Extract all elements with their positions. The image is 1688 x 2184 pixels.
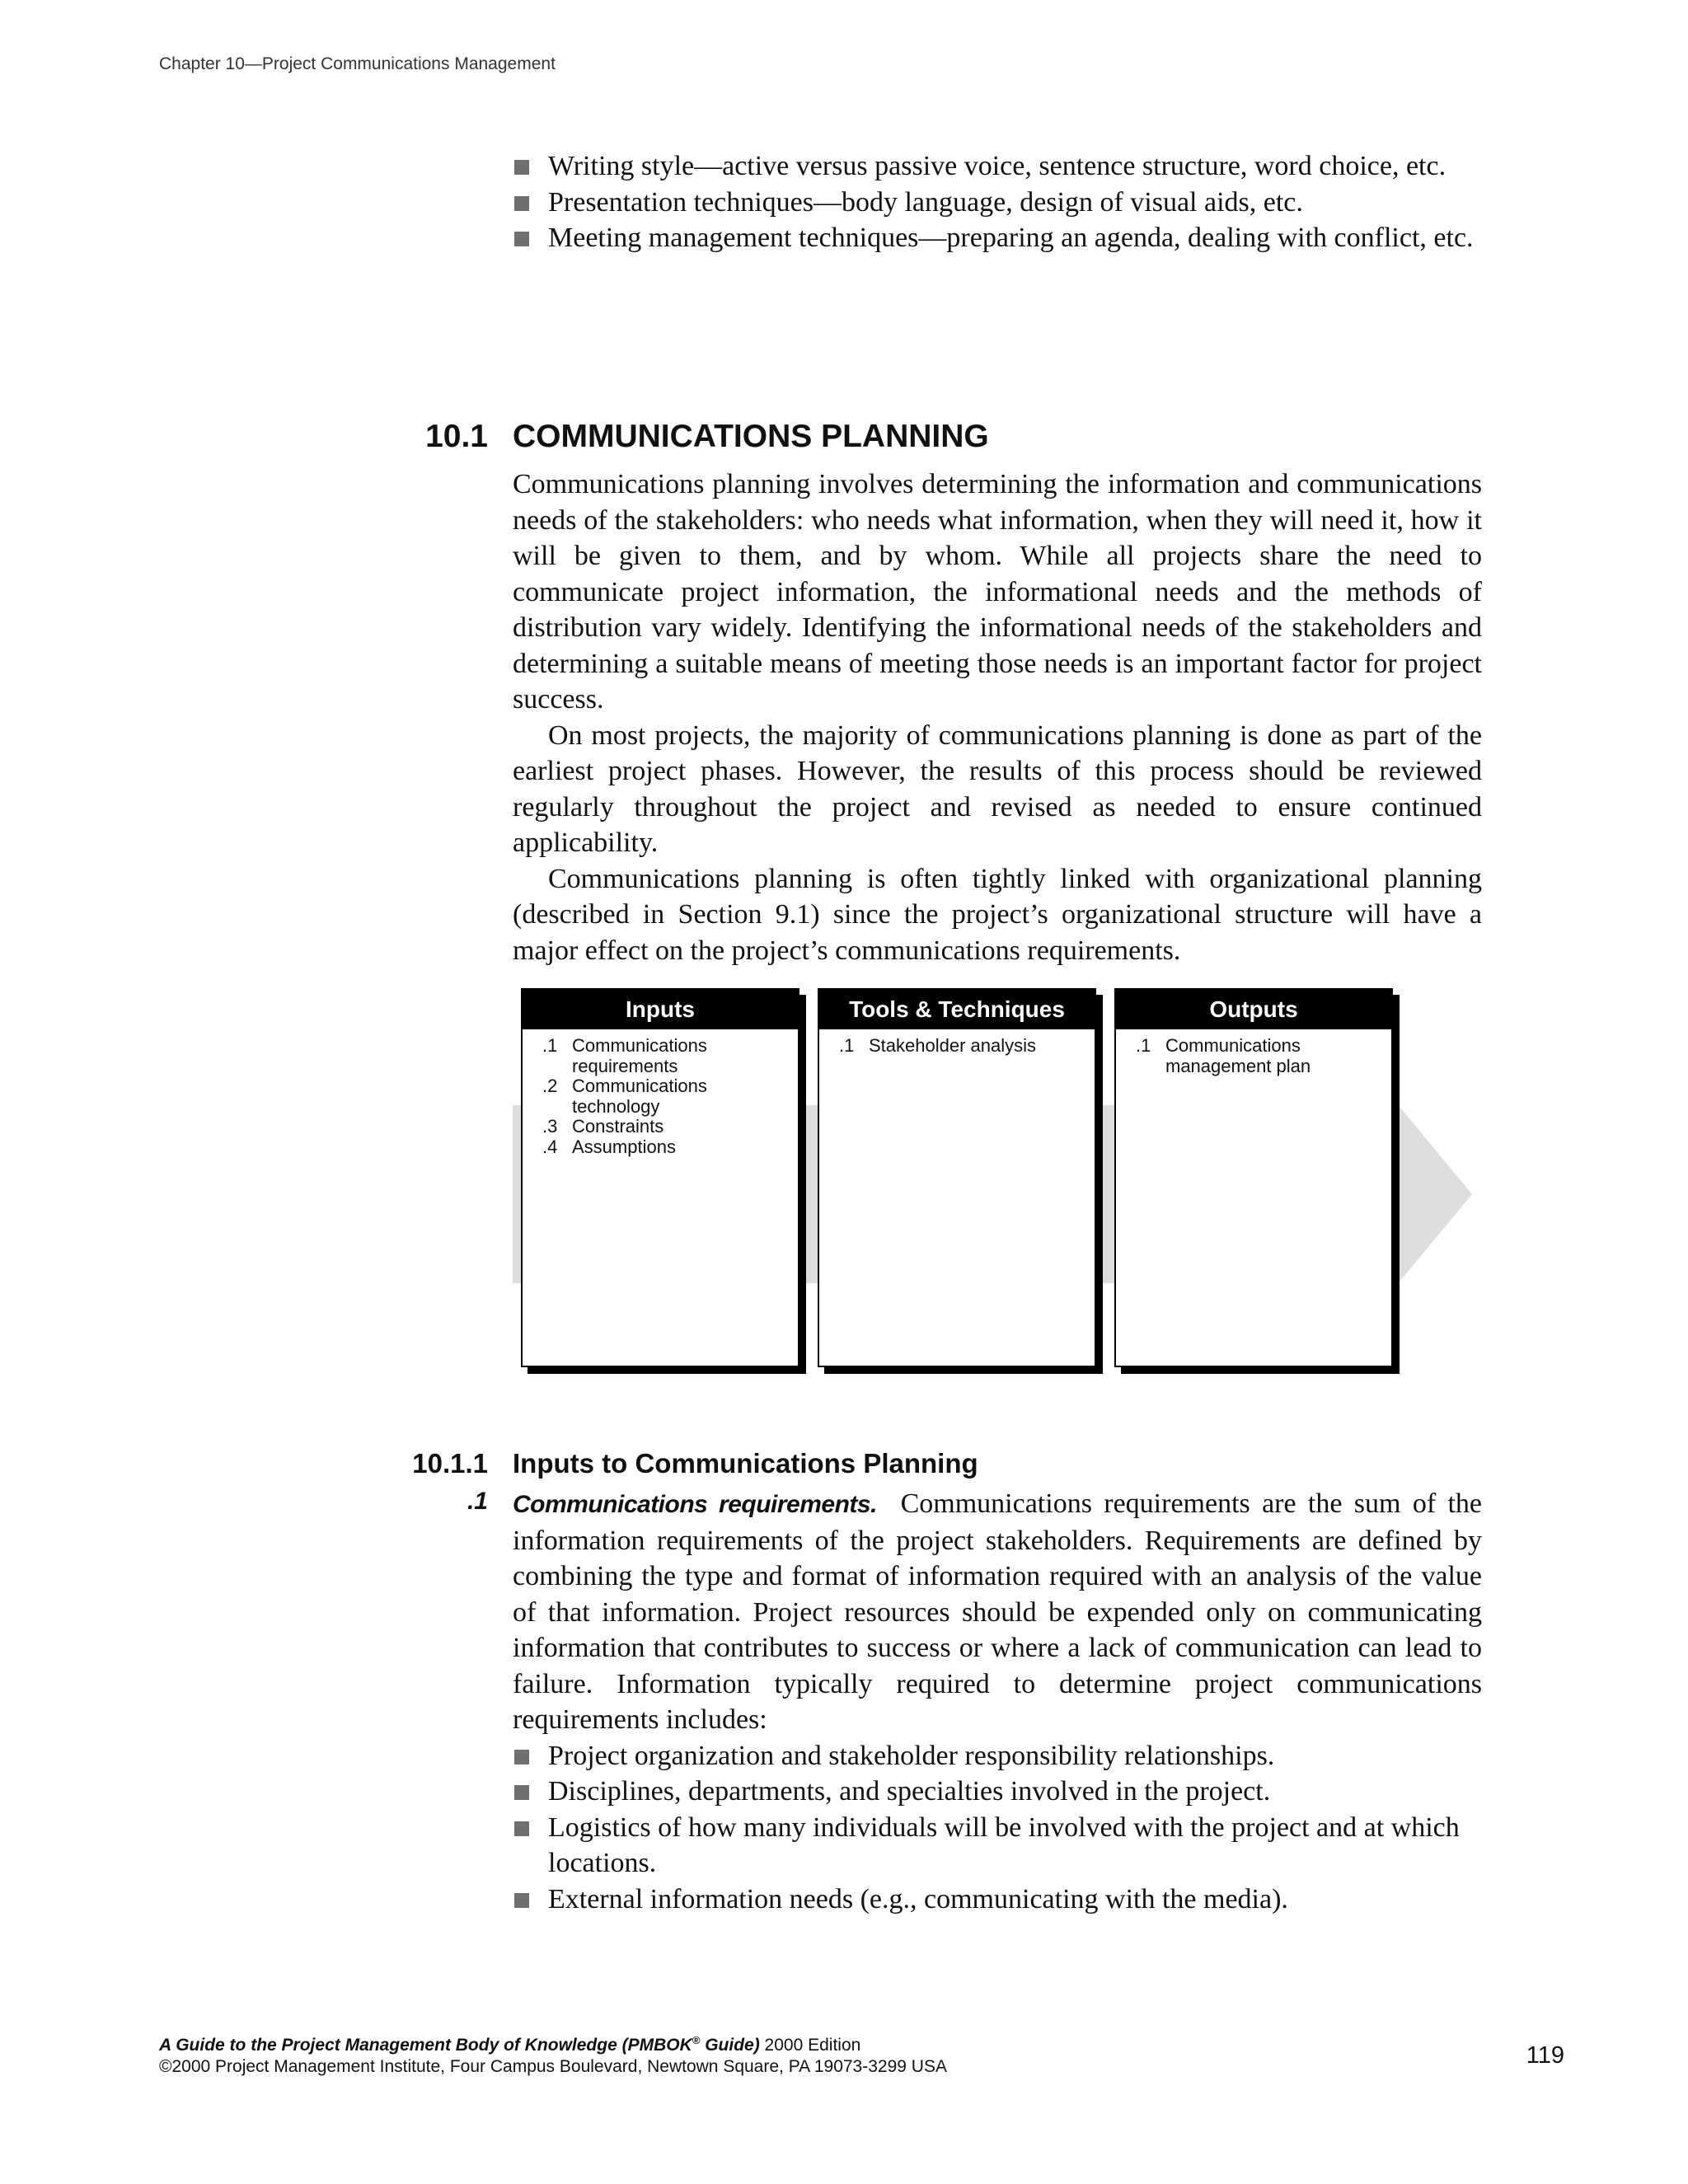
section-body (513, 466, 1482, 968)
subsection-number: 10.1.1 (412, 1448, 488, 1479)
square-bullet-icon (514, 160, 529, 175)
list-item: Logistics of how many individuals will be involved with the project and at which locations. (513, 1810, 1482, 1882)
square-bullet-icon (514, 1893, 529, 1908)
footer-copyright: ©2000 Project Management Institute, Four Campus Boulevard, Newtown Square, PA 19073-3299 USA (159, 2057, 947, 2076)
paragraph: On most projects, the majority of communications planning is done as part of the earliest project phases. However, the results of this process should be reviewed regularly throughout the project and revised as needed to ensure continued applicability. (513, 719, 1482, 858)
square-bullet-icon (514, 1750, 529, 1765)
paragraph: Communications planning involves determining the information and communications needs of the stakeholders: who needs what information, when they will need it, how it will be given to them, and by whom. While all projects share the need to communicate project information, the informational needs and the methods of distribution vary widely. Identifying the informational needs of the stakeholders and determining a suitable means of meeting those needs is an important factor for project success. (513, 469, 1482, 715)
square-bullet-icon (514, 1821, 529, 1836)
footer-guide-title: A Guide to the Project Management Body of Knowledge (PMBOK® Guide) 2000 Edition (159, 2034, 861, 2055)
item-title: Communications requirements. (513, 1491, 877, 1518)
list-item: .3 Constraints (542, 1116, 664, 1137)
tools-box (818, 988, 1096, 1367)
list-item: External information needs (e.g., communicating with the media). (513, 1882, 1482, 1918)
list-item: .1 Communications management plan (1136, 1035, 1311, 1076)
inputs-box (521, 988, 799, 1367)
list-item: Meeting management techniques—preparing an agenda, dealing with conflict, etc. (513, 220, 1482, 256)
process-diagram (513, 988, 1479, 1376)
list-item: .2 Communications technology (542, 1076, 707, 1117)
list-item: Writing style—active versus passive voice, sentence structure, word choice, etc. (513, 148, 1482, 185)
square-bullet-icon (514, 232, 529, 246)
page-number: 119 (1526, 2042, 1564, 2069)
square-bullet-icon (514, 196, 529, 211)
list-item: .1 Communications requirements (542, 1035, 707, 1076)
square-bullet-icon (514, 1785, 529, 1800)
section-title: COMMUNICATIONS PLANNING (513, 419, 989, 454)
list-item: Presentation techniques—body language, design of visual aids, etc. (513, 185, 1482, 221)
inputs-title: Inputs (523, 990, 798, 1029)
list-item: .4 Assumptions (542, 1136, 676, 1157)
subsection-body (513, 1486, 1482, 1917)
paragraph (513, 1486, 1482, 1738)
tools-title: Tools & Techniques (819, 990, 1095, 1029)
list-item: Project organization and stakeholder responsibility relationships. (513, 1738, 1482, 1774)
running-head: Chapter 10—Project Communications Management (159, 54, 556, 73)
outputs-title: Outputs (1116, 990, 1391, 1029)
list-item: .1 Stakeholder analysis (839, 1035, 1037, 1056)
subsection-title: Inputs to Communications Planning (513, 1448, 978, 1479)
list-item: Disciplines, departments, and specialties involved in the project. (513, 1774, 1482, 1810)
requirements-bullet-list (513, 1738, 1482, 1918)
section-number: 10.1 (425, 419, 488, 454)
item-text: Communications requirements are the sum of the information requirements of the project stakeholders. Requirements are defined by combining the type and format of information required with an analysis of the value of that information. Project resources should be expended only on communicating information that contributes to success or where a lack of communication can lead to failure. Information typically required to determine project communications requirements includes: (513, 1488, 1483, 1735)
item-number: .1 (467, 1488, 488, 1515)
paragraph: Communications planning is often tightly linked with organizational planning (described in Section 9.1) since the project’s organizational structure will have a major effect on the project’s communications requirements. (513, 863, 1482, 966)
outputs-box (1114, 988, 1393, 1367)
intro-bullet-list (513, 148, 1482, 256)
